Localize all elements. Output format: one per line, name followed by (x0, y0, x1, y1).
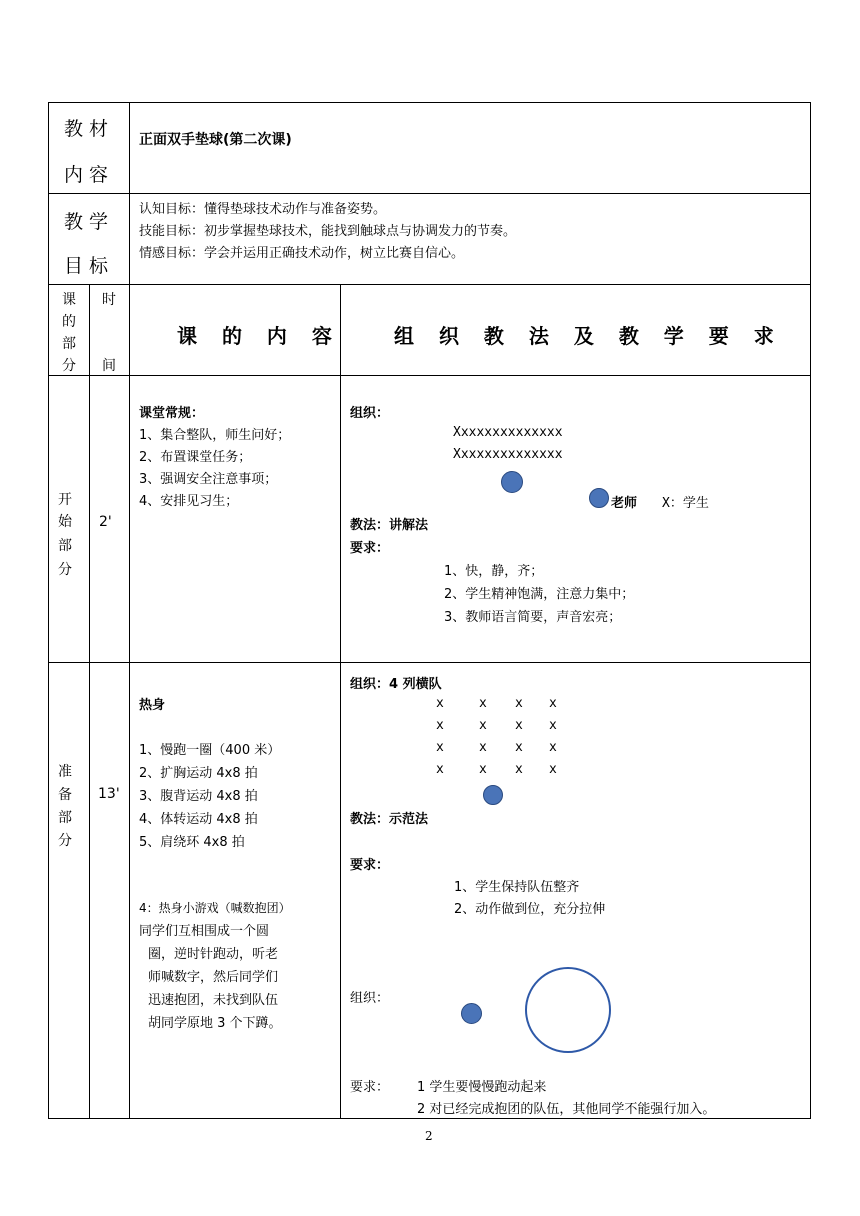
teacher-legend-marker (589, 488, 609, 508)
start-part-4: 分 (58, 562, 72, 578)
game-line: 迅速抱团，未找到队伍 (148, 993, 279, 1008)
student-x-mark: x (515, 762, 523, 777)
student-x-mark: x (515, 696, 523, 711)
routine-item: 1、集合整队，师生问好； (139, 428, 291, 443)
start-req: 3、教师语言简要，声音宏亮； (444, 610, 622, 625)
start-part-3: 部 (58, 538, 72, 554)
row-divider (48, 193, 811, 194)
row-divider (48, 284, 811, 285)
header-content: 课 的 内 容 (177, 324, 341, 348)
row-divider (48, 662, 811, 663)
objectives-label-1: 教 学 (64, 211, 109, 233)
student-x-mark: x (549, 762, 557, 777)
student-row: Xxxxxxxxxxxxxx (453, 447, 563, 462)
warmup-title: 热身 (139, 698, 166, 713)
start-part-2: 始 (58, 514, 72, 530)
routine-item: 4、安排见习生； (139, 494, 239, 509)
student-x-mark: x (479, 718, 487, 733)
start-req-label: 要求： (350, 541, 390, 556)
header-time-2: 间 (102, 358, 116, 374)
table-border-right (810, 102, 811, 1119)
student-x-mark: x (515, 740, 523, 755)
student-x-mark: x (479, 696, 487, 711)
start-req: 2、学生精神饱满，注意力集中； (444, 587, 635, 602)
student-x-mark: x (436, 762, 444, 777)
game-line: 师喊数字，然后同学们 (148, 970, 279, 985)
table-border-bottom (48, 1118, 811, 1119)
col-divider (129, 102, 130, 1119)
prep-method: 教法：示范法 (350, 812, 429, 827)
student-x-mark: x (479, 740, 487, 755)
prep-req2: 2 对已经完成抱团的队伍，其他同学不能强行加入。 (417, 1102, 716, 1117)
warmup-item: 2、扩胸运动 4x8 拍 (139, 766, 258, 781)
teacher-marker (483, 785, 503, 805)
student-x-mark: x (515, 718, 523, 733)
materials-label-2: 内 容 (64, 164, 109, 186)
game-line: 圈，逆时针跑动，听老 (148, 947, 279, 962)
prep-time: 13' (98, 786, 120, 802)
prep-org2-label: 组织： (350, 991, 390, 1006)
routine-item: 2、布置课堂任务； (139, 450, 252, 465)
warmup-item: 4、体转运动 4x8 拍 (139, 812, 258, 827)
student-x-mark: x (436, 696, 444, 711)
warmup-item: 1、慢跑一圈（400 米） (139, 743, 281, 758)
prep-req2: 1 学生要慢慢跑动起来 (417, 1080, 547, 1095)
student-x-mark: x (436, 740, 444, 755)
header-part-2: 的 (62, 314, 76, 330)
col-divider (89, 284, 90, 1119)
prep-req: 2、动作做到位，充分拉伸 (454, 902, 606, 917)
header-part-3: 部 (62, 336, 76, 352)
teacher-marker (501, 471, 523, 493)
materials-label-1: 教 材 (64, 118, 109, 140)
table-border-left (48, 102, 49, 1119)
prep-req-label: 要求： (350, 858, 390, 873)
prep-part-4: 分 (58, 833, 72, 849)
teacher-marker (461, 1003, 482, 1024)
student-x-mark: x (479, 762, 487, 777)
student-circle (525, 967, 611, 1053)
game-line: 胡同学原地 3 个下蹲。 (148, 1016, 282, 1031)
start-method: 教法：讲解法 (350, 518, 429, 533)
header-part-4: 分 (62, 358, 76, 374)
student-x-mark: x (549, 740, 557, 755)
prep-org-label: 组织：4 列横队 (350, 677, 442, 692)
routine-item: 3、强调安全注意事项； (139, 472, 278, 487)
prep-req: 1、学生保持队伍整齐 (454, 880, 580, 895)
objective-skill: 技能目标：初步掌握垫球技术，能找到触球点与协调发力的节奏。 (139, 224, 517, 239)
warmup-item: 5、肩绕环 4x8 拍 (139, 835, 245, 850)
start-req: 1、快，静，齐； (444, 564, 544, 579)
header-time-1: 时 (102, 292, 116, 308)
page-number: 2 (425, 1129, 433, 1143)
prep-req2-label: 要求： (350, 1080, 390, 1095)
col-divider (340, 284, 341, 1119)
prep-part-3: 部 (58, 810, 72, 826)
legend-student: X：学生 (662, 496, 709, 511)
objective-cognitive: 认知目标：懂得垫球技术动作与准备姿势。 (139, 202, 387, 217)
start-time: 2' (99, 514, 112, 530)
objectives-label-2: 目 标 (64, 255, 109, 277)
game-line: 同学们互相围成一个圆 (139, 924, 270, 939)
student-x-mark: x (549, 718, 557, 733)
table-border-top (48, 102, 811, 103)
game-title: 4：热身小游戏（喊数抱团） (139, 901, 291, 915)
warmup-item: 3、腹背运动 4x8 拍 (139, 789, 258, 804)
header-method: 组 织 教 法 及 教 学 要 求 (394, 324, 783, 348)
start-org-label: 组织： (350, 406, 390, 421)
legend-teacher: 老师 (611, 496, 638, 511)
student-x-mark: x (436, 718, 444, 733)
student-x-mark: x (549, 696, 557, 711)
header-part-1: 课 (62, 292, 76, 308)
prep-part-1: 准 (58, 764, 72, 780)
routine-title: 课堂常规： (139, 406, 205, 421)
lesson-topic: 正面双手垫球(第二次课) (139, 132, 292, 148)
student-row: Xxxxxxxxxxxxxx (453, 425, 563, 440)
objective-affective: 情感目标：学会并运用正确技术动作，树立比赛自信心。 (139, 246, 465, 261)
start-part-1: 开 (58, 492, 72, 508)
prep-part-2: 备 (58, 787, 72, 803)
row-divider (48, 375, 811, 376)
